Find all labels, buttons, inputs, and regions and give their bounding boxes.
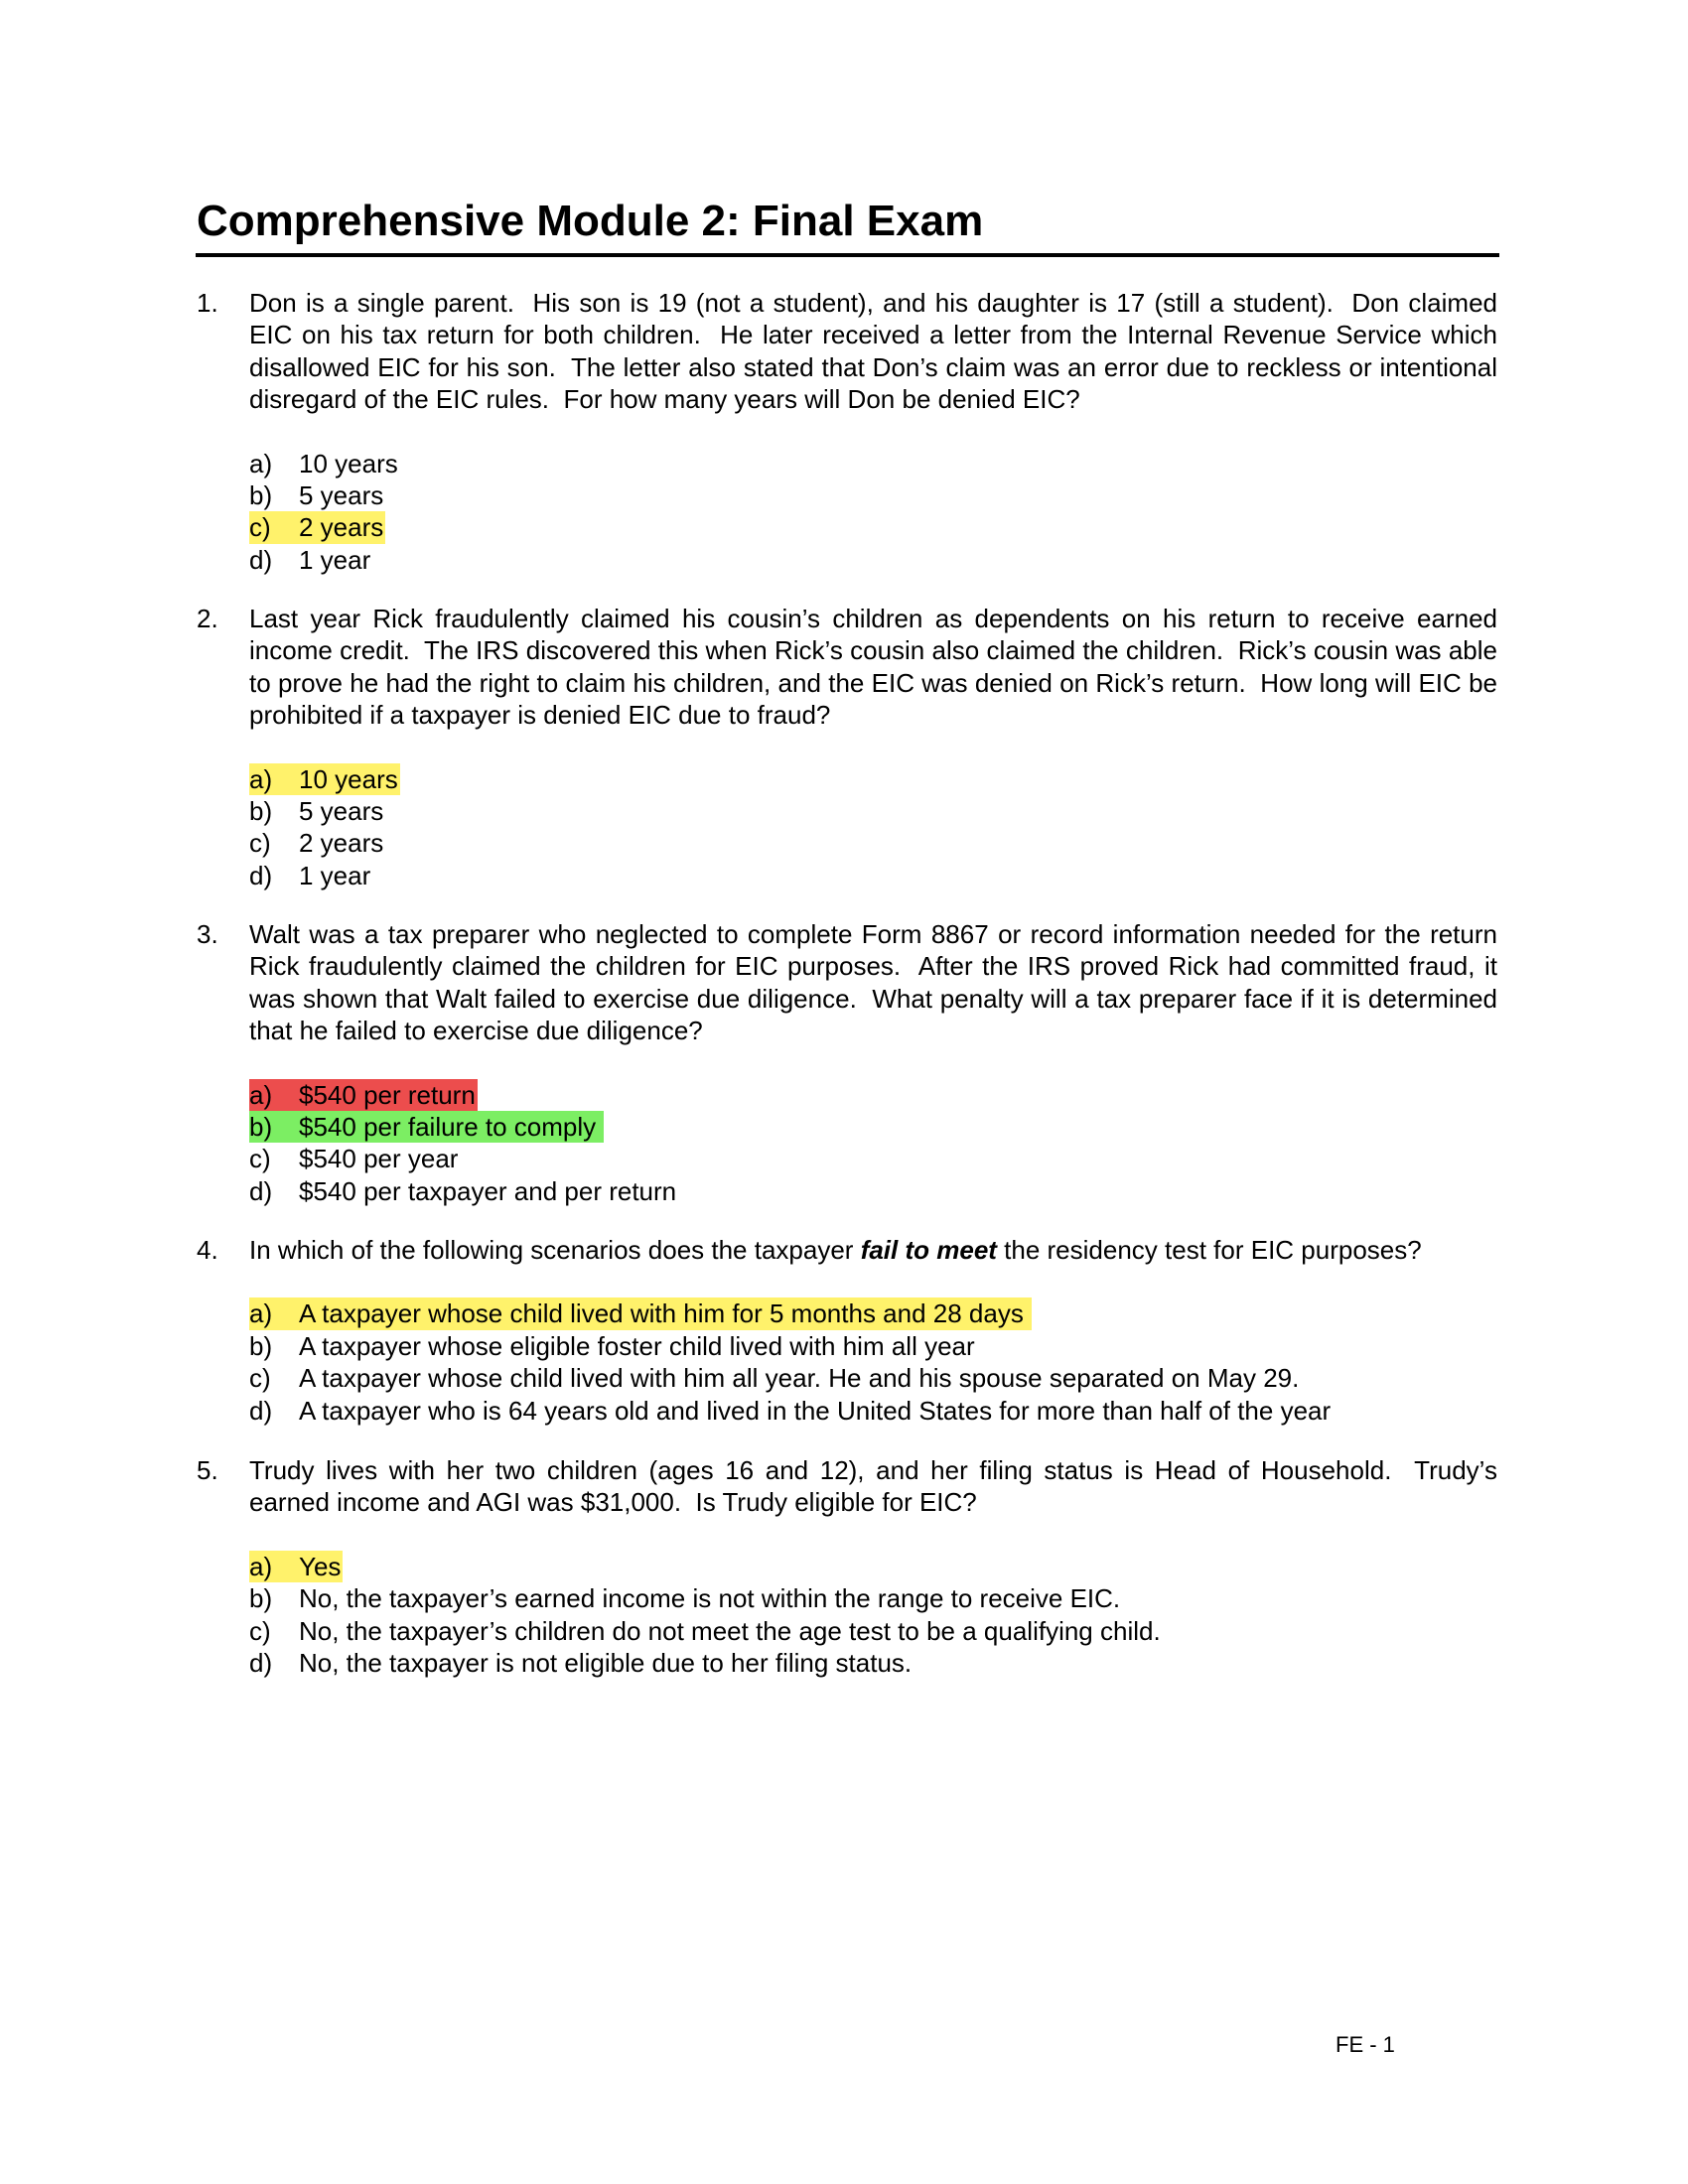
answer-option-a bbox=[249, 1551, 1497, 1582]
highlight-correct: b) $540 per failure to comply bbox=[249, 1111, 604, 1143]
answer-option-b: b) 5 years bbox=[249, 480, 384, 511]
answer-option-b bbox=[249, 1111, 1497, 1143]
answer-option-b: b) A taxpayer whose eligible foster child lived with him all year bbox=[249, 1330, 975, 1361]
question-text: Trudy lives with her two children (ages 16 and 12), and her filing status is Head of Household. Trudy’s earned income and AGI was $31,000. Is Trudy eligible for EIC? bbox=[249, 1455, 1505, 1518]
answer-option-b: b) No, the taxpayer’s earned income is not within the range to receive EIC. bbox=[249, 1583, 1121, 1614]
question-4 bbox=[197, 1234, 1497, 1427]
answer-option-d: d) 1 year bbox=[249, 544, 371, 575]
answer-option-a: a) 10 years bbox=[249, 448, 398, 478]
answer-option-c: c) No, the taxpayer’s children do not meet the age test to be a qualifying child. bbox=[249, 1615, 1161, 1646]
answer-option-c: c) $540 per year bbox=[249, 1144, 459, 1174]
answer-option-c bbox=[249, 511, 1497, 543]
question-3 bbox=[197, 918, 1505, 1207]
page-title: Comprehensive Module 2: Final Exam bbox=[197, 197, 984, 245]
highlight-correct: a) Yes bbox=[249, 1551, 342, 1581]
answer-options bbox=[249, 1079, 1497, 1208]
answer-option-c: c) A taxpayer whose child lived with him all year. He and his spouse separated on May 29. bbox=[249, 1363, 1300, 1394]
answer-option-b: b) 5 years bbox=[249, 796, 384, 827]
answer-options bbox=[249, 1297, 1497, 1427]
answer-option-a bbox=[249, 1297, 1497, 1329]
answer-option-d: d) 1 year bbox=[249, 860, 371, 890]
highlight-correct: a) 10 years bbox=[249, 763, 398, 794]
question-2 bbox=[197, 603, 1505, 891]
title-underline-divider bbox=[196, 253, 1499, 257]
answer-options bbox=[249, 448, 1497, 577]
question-number: 1. bbox=[197, 288, 218, 318]
highlight-wrong: a) $540 per return bbox=[249, 1079, 476, 1110]
question-text: In which of the following scenarios does the taxpayer fail to meet the residency test for EIC purposes? bbox=[249, 1235, 1422, 1265]
answer-option-c: c) 2 years bbox=[249, 828, 384, 859]
question-text: Walt was a tax preparer who neglected to complete Form 8867 or record information needed for the return Rick fraudulently claimed the children for EIC purposes. After the IRS proved Rick had committed fraud, it was shown that Walt failed to exercise due diligence. What penalty will a tax preparer face if it is determined that he failed to exercise due diligence? bbox=[249, 919, 1505, 1046]
highlight-correct: c) 2 years bbox=[249, 512, 384, 543]
question-number: 2. bbox=[197, 604, 218, 633]
highlight-correct: a) A taxpayer whose child lived with him for 5 months and 28 days bbox=[249, 1297, 1032, 1329]
answer-option-d: d) No, the taxpayer is not eligible due to her filing status. bbox=[249, 1647, 913, 1678]
question-number: 5. bbox=[197, 1455, 218, 1485]
question-text: Don is a single parent. His son is 19 (not a student), and his daughter is 17 (still a student). Don claimed EIC on his tax return for both children. He later received a letter from the Internal Revenue Service which disallowed EIC for his son. The letter also stated that Don’s claim was an error due to reckless or intentional disregard of the EIC rules. For how many years will Don be denied EIC? bbox=[249, 288, 1505, 415]
question-1 bbox=[197, 287, 1505, 576]
question-5 bbox=[197, 1454, 1505, 1679]
answer-option-a bbox=[249, 763, 1497, 795]
answer-options bbox=[249, 1551, 1497, 1680]
answer-options bbox=[249, 763, 1497, 892]
emphasis-text: fail to meet bbox=[860, 1235, 997, 1265]
question-number: 4. bbox=[197, 1235, 218, 1265]
page-number: FE - 1 bbox=[1336, 2032, 1395, 2057]
question-text: Last year Rick fraudulently claimed his cousin’s children as dependents on his return to receive earned income credit. The IRS discovered this when Rick’s cousin also claimed the children. Rick’s cousin was able to prove he had the right to claim his children, and the EIC was denied on Rick’s return. How long will EIC be prohibited if a taxpayer is denied EIC due to fraud? bbox=[249, 604, 1505, 731]
answer-option-d: d) A taxpayer who is 64 years old and lived in the United States for more than half of the year bbox=[249, 1395, 1332, 1426]
question-number: 3. bbox=[197, 919, 218, 949]
answer-option-d: d) $540 per taxpayer and per return bbox=[249, 1175, 677, 1206]
answer-option-a bbox=[249, 1079, 1497, 1111]
